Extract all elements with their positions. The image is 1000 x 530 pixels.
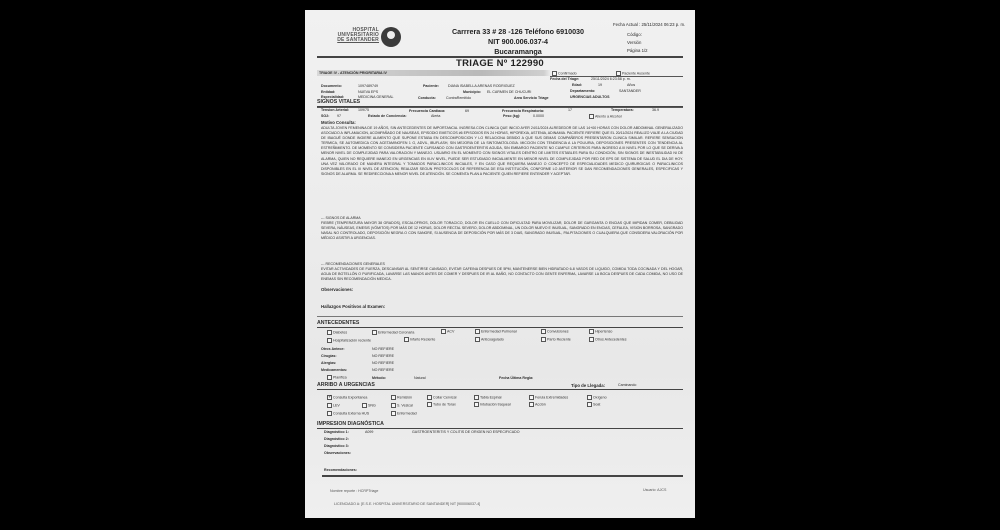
antecedente-diabetes-checkbox[interactable]: Diabetes bbox=[327, 330, 347, 335]
recomendaciones-divider bbox=[322, 475, 683, 477]
paciente-label: Paciente: bbox=[423, 84, 439, 88]
report-name: Nombre reporte : HCRPTriage bbox=[330, 489, 379, 493]
so2-value: 97 bbox=[337, 114, 341, 118]
edad-label: Edad: bbox=[572, 83, 582, 87]
frecuencia-respiratoria-label: Frecuencia Respiratoria: bbox=[502, 108, 545, 113]
hospital-logo bbox=[325, 26, 403, 52]
departamento-value: SANTANDER bbox=[619, 89, 641, 93]
departamento-label: Departamento: bbox=[570, 89, 596, 93]
arribo-enfermedad-checkbox[interactable]: Enfermedad bbox=[391, 411, 417, 416]
edad-value: 19 bbox=[598, 83, 602, 87]
checkmark-icon bbox=[327, 395, 332, 400]
section-signos-vitales: SIGNOS VITALES bbox=[317, 99, 683, 107]
antecedente-anticoagulado-checkbox[interactable]: Anticoagulado bbox=[475, 337, 504, 342]
diagnostico-observaciones-label: Observaciones: bbox=[324, 451, 351, 455]
recomendaciones-text: EVITAR ACTIVIDADES DE FUERZA, DESCANSAR AL SENTIRSE CANSADO, EVITAR CAFEINA DESPUES DE 5PM, MANTENERSE BIEN HIDRATADO 6-8 VASOS DE LIQUIDO, COMIDA TODA COCINADA Y DEL HOGAR, AGUA DE BOTELLÓN O PURIFICADA, LAVARSE LAS MANOS ANTES DE COMER Y DESPUES DE IR AL BAÑO, NO CONTACTO CON GENTE ENFERMA, LAVARSE LA BOCA DESPUES DE CADA COMIDA, NO USO DE ENEMAS SIN RECOMENDACIÓN MEDICA. bbox=[321, 267, 683, 282]
conciencia-label: Estado de Conciencia: bbox=[368, 114, 407, 118]
signos-alarma-text: FIEBRE (TEMPERATURA MAYOR 38 GRADOS), ESCALOFRIOS, DOLOR TORACICO, DOLOR EN CUELLO CON DIFICULTAD PARA MOVILIZAR, DOLOR DE GARGANTA O ENCIAS QUE IMPIDAN COMER, DEBILIDAD SEVERA, NÁUSEAS, EMESIS (VÓMITOS) POR MÁS DE 12 HORAS, DOLOR RECTAL SEVERO, DOLOR ABDOMINAL, UN DOLOR NUEVO E INUSUAL, SANGRADO EN ENCIAS, CEFALEA, VISION BORROSA, SANGRADO NASAL NO CONTROLADO, DEPOSICIÓN NEGRA O CON SANGRE, SI AUSENCIA DE DEPOSICIÓN POR MÁS DE 3 DIAS, SANGRADO INUSUAL, PALPITACIONES O CUALQUIERA QUE CONSIDERA VALORACIÓN POR MÉDICO ASISTIR A URGENCIAS. bbox=[321, 221, 683, 241]
aliento-alcohol-checkbox[interactable]: Aliento a Alcohol bbox=[589, 114, 622, 119]
arribo-collar-cervical-checkbox[interactable]: Collar Cervical bbox=[427, 395, 456, 400]
checkbox-icon[interactable] bbox=[552, 71, 557, 76]
arribo-soat-checkbox[interactable]: Soat bbox=[587, 402, 600, 407]
area-servicio-label: Area Servicio Triage bbox=[514, 95, 549, 100]
diagnostico-1-desc: GASTROENTERITIS Y COLITIS DE ORIGEN NO ESPECIFICADO bbox=[412, 430, 520, 434]
cirugias-value: NO REFIERE bbox=[372, 354, 394, 358]
diagnostico-recomendaciones-label: Recomendaciones: bbox=[324, 468, 357, 472]
arribo-accion-checkbox[interactable]: Acción bbox=[529, 402, 546, 407]
page-number: Página 1/2 bbox=[627, 48, 648, 53]
section-impresion-diagnostica: IMPRESION DIAGNÓSTICA bbox=[317, 421, 683, 429]
version-label: Versión bbox=[627, 40, 642, 45]
codigo-label: Código: bbox=[627, 32, 642, 37]
tipo-llegada-label: Tipo de Llegada: bbox=[571, 383, 606, 388]
medicamentos-label: Medicamentos: bbox=[321, 368, 348, 372]
especialidad-label: Especialidad: bbox=[321, 95, 345, 99]
fecha-actual: Fecha Actual : 25/11/2024 06:23 p. m. bbox=[613, 22, 686, 27]
peso-label: Peso (kg): bbox=[503, 114, 521, 118]
municipio-label: Municipio: bbox=[463, 89, 481, 94]
hallazgos-divider bbox=[317, 316, 683, 317]
arribo-remision-checkbox[interactable]: Remisión bbox=[391, 395, 412, 400]
triage-level: TRIAGE IV - ATENCIÓN PRIORITARIA IV bbox=[319, 71, 387, 75]
hospital-emblem-icon bbox=[381, 27, 401, 47]
tension-value: 109/75 bbox=[358, 108, 369, 112]
edad-unit: Años bbox=[627, 83, 636, 87]
usuario: Usuario: AJCS bbox=[643, 488, 667, 492]
municipio-value: EL CARMEN DE CHUCURI bbox=[487, 89, 532, 94]
signos-alarma-title: --- SIGNOS DE ALARMA bbox=[321, 216, 361, 220]
otros-antece-label: Otros Antece: bbox=[321, 347, 345, 351]
frecuencia-respiratoria-value: 17 bbox=[568, 108, 572, 112]
checkbox-icon[interactable] bbox=[589, 114, 594, 119]
conducta-label: Conducta: bbox=[418, 95, 436, 100]
entidad-label: Entidad: bbox=[321, 89, 336, 94]
frecuencia-cardiaca-value: 69 bbox=[465, 108, 469, 113]
observaciones-label: Observaciones: bbox=[321, 287, 354, 292]
arribo-consulta-espontanea-checkbox[interactable]: ✓Consulta Expontanea bbox=[327, 395, 367, 400]
especialidad-value: MEDICINA GENERAL bbox=[358, 95, 394, 99]
metodo-label: Método: bbox=[372, 376, 386, 380]
antecedente-hipertenso-checkbox[interactable]: Hipertenso bbox=[589, 329, 612, 334]
fecha-ultima-regla-label: Fecha Última Regla: bbox=[499, 376, 534, 380]
hospital-address: Carrrera 33 # 28 -126 Teléfono 6910030 bbox=[451, 27, 585, 36]
diagnostico-1-label: Diagnóstico 1: bbox=[324, 430, 349, 434]
antecedente-enfermedad-coronaria-checkbox[interactable]: Enfermedad Coronaria bbox=[372, 330, 414, 335]
paciente-value: DIANA ISABELLA ARENAS RODRIGUEZ bbox=[448, 84, 515, 88]
license-text: LICENCIADO A: [E.S.E. HOSPITAL UNIVERSITARIO DE SANTANDER] NIT [900006037-4] bbox=[334, 502, 481, 506]
hospital-nit: NIT 900.006.037-4 bbox=[488, 37, 548, 46]
diagnostico-2-label: Diagnóstico 2: bbox=[324, 437, 349, 441]
logo-line-1: HOSPITAL bbox=[352, 27, 379, 33]
arribo-intubacion-checkbox[interactable]: Intubación traqueal bbox=[474, 402, 511, 407]
cirugias-label: Cirugías: bbox=[321, 354, 337, 358]
logo-line-2: UNIVERSITARIO bbox=[337, 32, 379, 39]
hospital-contact-block bbox=[423, 27, 613, 57]
section-arribo-urgencias: ARRIBO A URGENCIAS bbox=[317, 382, 683, 390]
motivo-consulta-label: Motivo Consulta: bbox=[321, 120, 356, 125]
arribo-tubo-torax-checkbox[interactable]: Tubo de Torax bbox=[427, 402, 456, 407]
triage-document-page bbox=[305, 10, 695, 518]
conciencia-value: Alerta bbox=[431, 114, 441, 118]
peso-value: 0.0000 bbox=[533, 114, 544, 118]
antecedente-parto-checkbox[interactable]: Parto Reciente bbox=[541, 337, 571, 342]
metodo-value: Natural bbox=[414, 376, 426, 380]
frecuencia-cardiaca-label: Frecuencia Cardiaca: bbox=[409, 108, 446, 113]
confirmado-checkbox[interactable]: Confirmado bbox=[552, 71, 577, 76]
conducta-value: ContraRemitido bbox=[446, 95, 471, 100]
fecha-triage-label: Fecha del Triage: bbox=[550, 77, 580, 81]
antecedente-convulsiones-checkbox[interactable]: Convulsiones bbox=[541, 329, 569, 334]
arribo-ferula-checkbox[interactable]: Ferula Extremidades bbox=[529, 395, 568, 400]
documento-label: Documento: bbox=[321, 84, 342, 88]
tension-label: Tension Arterial: bbox=[321, 108, 350, 112]
fecha-triage-value: 25/11/2024 6:23:58 p. m. bbox=[591, 77, 631, 81]
alergias-value: NO REFIERE bbox=[372, 361, 394, 365]
section-antecedentes: ANTECEDENTES bbox=[317, 320, 683, 328]
documento-value: 1097489749 bbox=[358, 84, 378, 88]
hallazgos-label: Hallazgos Positivos al Examen: bbox=[321, 304, 386, 309]
logo-line-3: DE SANTANDER bbox=[337, 37, 379, 44]
alergias-label: Alergias: bbox=[321, 361, 337, 365]
planifica-checkbox[interactable]: Planifica bbox=[327, 375, 347, 380]
antecedente-hospitalizacion-checkbox[interactable]: Hospitalización reciente bbox=[327, 338, 371, 343]
diagnostico-3-label: Diagnóstico 3: bbox=[324, 444, 349, 448]
arribo-tabla-espinal-checkbox[interactable]: Tabla Espinal bbox=[474, 395, 501, 400]
temperatura-label: Temperatura: bbox=[611, 108, 634, 112]
medicamentos-value: NO REFIERE bbox=[372, 368, 394, 372]
triage-number-title: TRIAGE Nº 122990 bbox=[456, 58, 544, 69]
motivo-consulta-text: ADULTA JOVEN FEMENINA DE 19 AÑOS, SIN ANTECEDENTES DE IMPORTANCIA. INGRESA CON CLINICA QUE INICIO AYER 24/11/2024 ALREDEDOR DE LAS 14+00 HORAS CON DOLOR ABDOMINAL GENERALIZADO ASOCIADO A INFLAMACION, ACOMPAÑADO DE NAUSEAS, EPISODIO EMETICOS #6 EPISODIOS EN 24 HORAS, HIPOREXIA, ASTENIA, ADINAMIA. PACIENTE REFIERE QUE EL 20/11/2024 REALIZO VIAJE A LA CIUDAD DE IBAGUÉ DONDE INGIERE ALIMENTO QUE SUPONE ESTABA EN DESCOMPOSICION Y LO RELACIONA DEBIDO A QUE SUS DEMAS COMPAÑEROS PRESENTARON CLINICA SIMILAR. REFIERE SENSACION TERMICA, SE AUTOMEDICA CON ACETAMINOFEN 1 G, ADVIL, IBUFLASH, SIN MEJORIA DE LA SINTOMATOLOGIA. MICCION CON TENDENCIA A LA POLIURIA, DEPOSICIONES PRESENTES CON TENDENCIA AL ESTREÑIMIENTO. DE MOMENTO SE CONSIDERA PACIENTE CURSANDO CON GASTROENTERITIS AGUDA, SIN EMBARGO PACIENTE NO CUMPLE CRITERIOS PARA INGRESO A III NIVEL POR LO QUE SE DERIVA A MENOR NIVEL DE COMPLEJIDAD PARA VALORACION Y MANEJO. USUARIO EN EL MOMENTO CON SIGNOS VITALES DENTRO DE LIMITES ESTABLES PARA SU CONDICIÓN, SIN SIGNOS DE INESTABILIDAD NI DE ALARMA, QUIEN NO REQUIERE MANEJO EN URGENCIAS EN III-IV NIVEL, PUEDE SER ESTUDIADO INICIALMENTE EN MENOR NIVEL DE COMPLEJIDAD POR RED DE EPS DE SISTEMA DE SALUD EL DIA DE HOY. UNA VEZ VALORADO DE MANERA INTEGRAL Y TOMADOS PARACLINICOS INICIALES, Y EN CASO QUE REQUIERA MANEJO O CONCEPTO DE ESPECIALIDADES MEDICO QUIRURGICAS O PARACLINICOS DISPONIBLES EN EL III NIVEL DE ATENCION, REALIZAR SEGUN PROTOCOLOS DE REFERENCIA DE ESA INSTITUCIÓN, CONFORME LO ANTERIOR SE DAN RECOMENDACIONES GENERALES, ESPECIFICAS Y SIGNOS DE ALARMA. SE REDIRECCIONA A MENOR NIVEL DE ATENCIÓN. SE COMENTA PLAN A PACIENTE QUIEN REFIERE ENTENDER Y ACEPTAR. bbox=[321, 126, 683, 176]
recomendaciones-title: --- RECOMENDACIONES GENERALES bbox=[321, 262, 385, 266]
arribo-sonda-vesical-checkbox[interactable]: S. Vesical bbox=[391, 403, 413, 408]
so2-label: SO2: bbox=[321, 114, 330, 118]
antecedente-infarto-checkbox[interactable]: Infarto Reciente bbox=[404, 337, 435, 342]
entidad-value: NUEVA EPS bbox=[358, 89, 379, 94]
arribo-lev-checkbox[interactable]: LEV bbox=[327, 403, 340, 408]
temperatura-value: 36.9 bbox=[652, 108, 659, 112]
paciente-ausente-checkbox[interactable]: Paciente Ausente bbox=[616, 71, 650, 76]
antecedente-acv-checkbox[interactable]: ACV bbox=[441, 329, 454, 334]
antecedente-otros-checkbox[interactable]: Otros Antecedentes bbox=[589, 337, 627, 342]
diagnostico-1-code: A099 bbox=[365, 430, 374, 434]
area-servicio-value: URGENCIAS ADULTOS bbox=[570, 94, 610, 99]
otros-antece-value: NO REFIERE bbox=[372, 347, 394, 351]
arribo-sng-checkbox[interactable]: SNG bbox=[362, 403, 376, 408]
checkbox-icon[interactable] bbox=[616, 71, 621, 76]
hospital-city: Bucaramanga bbox=[494, 47, 542, 56]
tipo-llegada-value: Caminando bbox=[618, 383, 637, 387]
arribo-consulta-externa-checkbox[interactable]: Consulta Externa HUS bbox=[327, 411, 369, 416]
arribo-oxigeno-checkbox[interactable]: Oxígeno bbox=[587, 395, 607, 400]
antecedente-enfermedad-pulmonar-checkbox[interactable]: Enfermedad Pulmonar bbox=[475, 329, 517, 334]
